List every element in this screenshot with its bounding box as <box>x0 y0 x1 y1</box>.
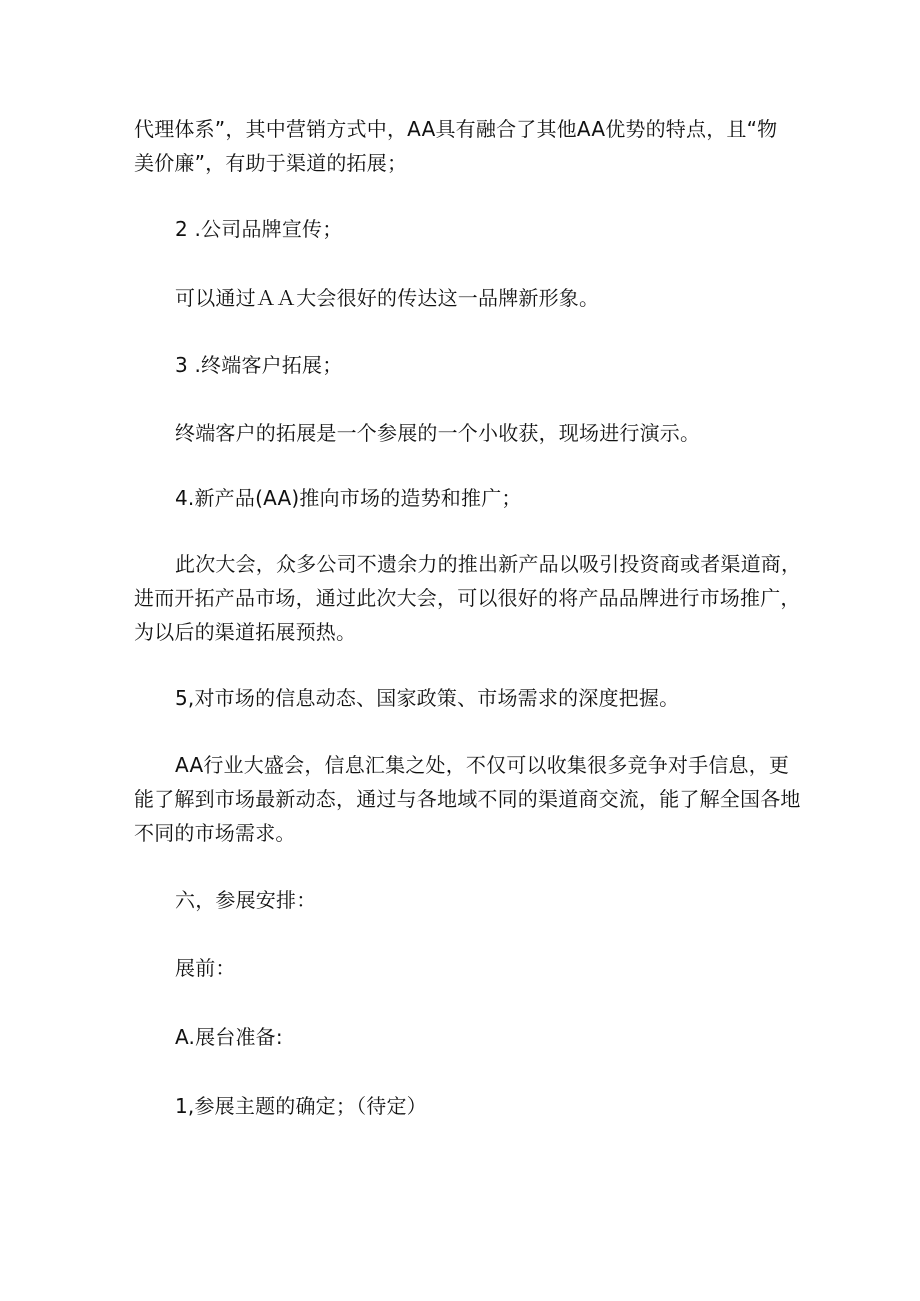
heading-new-product <box>134 481 794 515</box>
paragraph-new-product <box>134 547 802 649</box>
heading-pre-exhibition <box>134 951 794 985</box>
paragraph-agent-system <box>134 112 794 180</box>
heading-terminal-customers <box>134 348 794 382</box>
heading-brand-promotion <box>134 212 794 246</box>
heading-market-info <box>134 681 794 715</box>
text-line: 不同的市场需求。 <box>134 821 296 845</box>
paragraph-brand-promotion <box>134 281 794 315</box>
paragraph-terminal-customers <box>134 416 794 450</box>
text-line: AA行业大盛会，信息汇集之处，不仅可以收集很多竞争对手信息，更 <box>175 753 790 777</box>
text-line: 可以通过ＡＡ大会很好的传达这一品牌新形象。 <box>175 286 600 310</box>
text-line: 进而开拓产品市场，通过此次大会，可以很好的将产品品牌进行市场推广， <box>134 586 801 610</box>
text-line: 能了解到市场最新动态，通过与各地域不同的渠道商交流，能了解全国各地 <box>134 787 801 811</box>
item-exhibition-theme <box>134 1089 794 1123</box>
text-line: 代理体系”，其中营销方式中，AA具有融合了其他AA优势的特点，且“物 <box>134 117 778 141</box>
heading-exhibition-arrangement <box>134 883 794 917</box>
text-line: 终端客户的拓展是一个参展的一个小收获，现场进行演示。 <box>175 421 701 445</box>
text-line: 展前： <box>175 956 236 980</box>
text-line: 2 .公司品牌宣传； <box>175 217 343 241</box>
paragraph-market-info <box>134 748 801 850</box>
text-line: A.展台准备: <box>175 1025 283 1049</box>
heading-booth-preparation <box>134 1020 794 1054</box>
text-line: 为以后的渠道拓展预热。 <box>134 620 357 644</box>
text-line: 1,参展主题的确定；（待定） <box>175 1094 427 1118</box>
text-line: 3 .终端客户拓展； <box>175 353 343 377</box>
text-line: 此次大会，众多公司不遗余力的推出新产品以吸引投资商或者渠道商， <box>175 552 802 576</box>
text-line: 5,对市场的信息动态、国家政策、市场需求的深度把握。 <box>175 686 680 710</box>
text-line: 4.新产品(AA)推向市场的造势和推广； <box>175 486 522 510</box>
text-line: 六，参展安排： <box>175 888 317 912</box>
text-line: 美价廉”，有助于渠道的拓展； <box>134 151 408 175</box>
